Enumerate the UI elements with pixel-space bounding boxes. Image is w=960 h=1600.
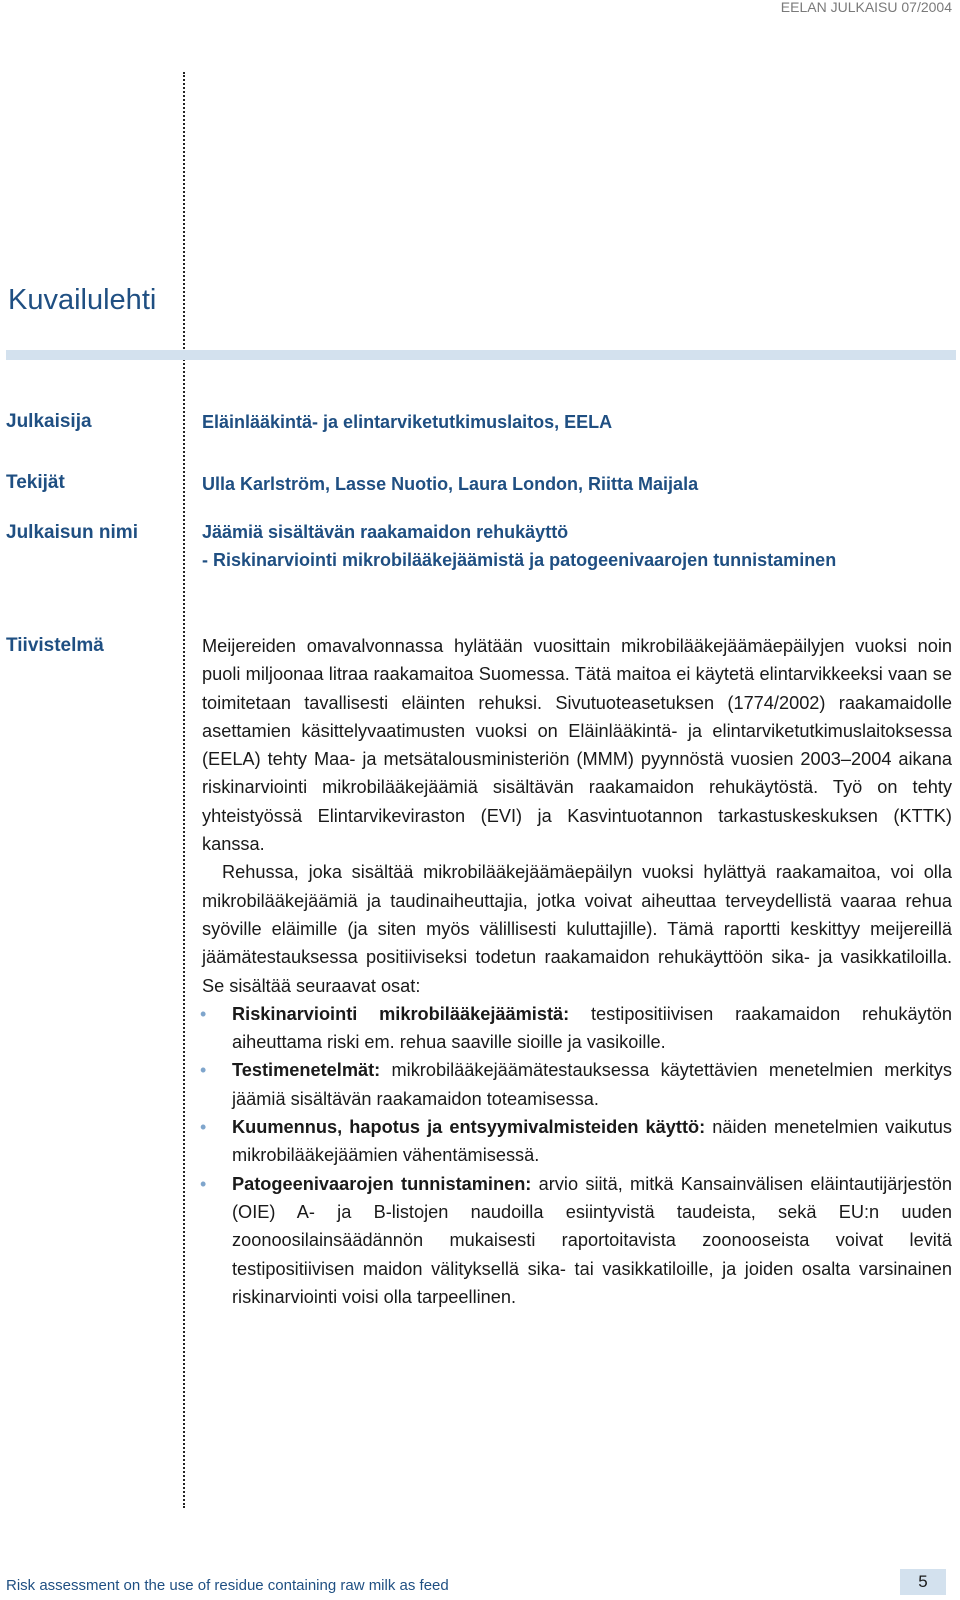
publisher-value: [202, 408, 952, 436]
page-title: Kuvailulehti: [8, 284, 157, 316]
bullet-icon: •: [200, 1173, 207, 1194]
publication-title-line-1: Jäämiä sisältävän raakamaidon rehukäyttö: [202, 522, 569, 542]
list-item-heading: Patogeenivaarojen tunnistaminen:: [232, 1173, 532, 1194]
page-number: 5: [900, 1569, 946, 1595]
list-item: [202, 1000, 952, 1057]
abstract-label: Tiivistelmä: [6, 635, 104, 656]
publisher-text: Eläinlääkintä- ja elintarviketutkimuslaitos, EELA: [202, 412, 613, 432]
authors-value: [202, 470, 952, 498]
authors-text: Ulla Karlström, Lasse Nuotio, Laura London, Riitta Maijala: [202, 474, 699, 494]
bullet-icon: •: [200, 1117, 207, 1138]
publisher-label: Julkaisija: [6, 411, 92, 432]
abstract-paragraph-1: Meijereiden omavalvonnassa hylätään vuosittain mikrobilääkejäämäepäilyjen vuoksi noin puoli miljoonaa litraa raakamaitoa Suomessa. Tätä maitoa ei käytetä elintarvikkeeksi vaan se toimitetaan tavallisesti eläinten rehuksi. Sivutuoteasetuksen (1774/2002) raakamaidolle asettamien käsittelyvaatimusten vuoksi on Eläinlääkintä- ja elintarviketutkimuslaitoksessa (EELA) tehty Maa- ja metsätalousministeriön (MMM) pyynnöstä vuosien 2003–2004 aikana riskinarviointi mikrobilääkejäämiä sisältävän raakamaidon rehukäytöstä. Työ on tehty yhteistyössä Elintarvikeviraston (EVI) ja Kasvintuotannon tarkastuskeskuksen (KTTK) kanssa.: [202, 636, 952, 855]
abstract-list: [202, 1000, 952, 1311]
footer-title: Risk assessment on the use of residue containing raw milk as feed: [6, 1577, 449, 1594]
list-item: [202, 1056, 952, 1113]
bullet-icon: •: [200, 1060, 207, 1081]
abstract-body: [202, 632, 952, 1311]
publication-title-value: [202, 518, 952, 574]
publication-title-line-2: - Riskinarviointi mikrobilääkejäämistä ja patogeenivaarojen tunnistaminen: [202, 550, 837, 570]
list-item-text: näiden menetelmien vaikutus mikrobilääkejäämien vähentämisessä.: [232, 1117, 952, 1166]
list-item-heading: Kuumennus, hapotus ja entsyymivalmisteiden käyttö:: [232, 1117, 706, 1138]
list-item-text: testipositiivisen raakamaidon rehukäytön aiheuttama riski em. rehua saaville sioille ja vasikoille.: [232, 1003, 952, 1053]
running-header: EELAN JULKAISU 07/2004: [780, 0, 952, 15]
abstract-paragraph-2: Rehussa, joka sisältää mikrobilääkejäämäepäilyn vuoksi hylättyä raakamaitoa, voi olla mikrobilääkejäämiä ja taudinaiheuttajia, jotka voivat aiheuttaa terveydellistä vaaraa rehua syöville eläimille (ja siten myös välillisesti kuluttajille). Tämä raportti keskittyy meijereillä jäämätestauksessa positiiviseksi todetun raakamaidon rehukäyttöön sika- ja vasikkatiloilla. Se sisältää seuraavat osat:: [202, 862, 952, 996]
list-item-heading: Testimenetelmät:: [232, 1060, 381, 1081]
dotted-divider: [183, 72, 185, 1508]
list-item: [202, 1170, 952, 1311]
list-item: [202, 1113, 952, 1170]
bullet-icon: •: [200, 1003, 207, 1024]
list-item-heading: Riskinarviointi mikrobilääkejäämistä:: [232, 1003, 570, 1024]
list-item-text: mikrobilääkejäämätestauksessa käytettävien menetelmien merkitys jäämiä sisältävän raakamaidon toteamisessa.: [232, 1060, 952, 1109]
title-band: [6, 350, 956, 360]
authors-label: Tekijät: [6, 472, 65, 493]
publication-title-label: Julkaisun nimi: [6, 522, 138, 543]
list-item-text: arvio siitä, mitkä Kansainvälisen eläintautijärjestön (OIE) A- ja B-listojen naudoilla esiintyvistä taudeista, sekä EU:n uuden zoonoosilainsäädännön mukaisesti raportoitavista zoonooseista voivat levitä testipositiivisen maidon välityksellä sika- tai vasikkatiloille, ja joiden osalta varsinainen riskinarviointi voisi olla tarpeellinen.: [232, 1173, 952, 1307]
